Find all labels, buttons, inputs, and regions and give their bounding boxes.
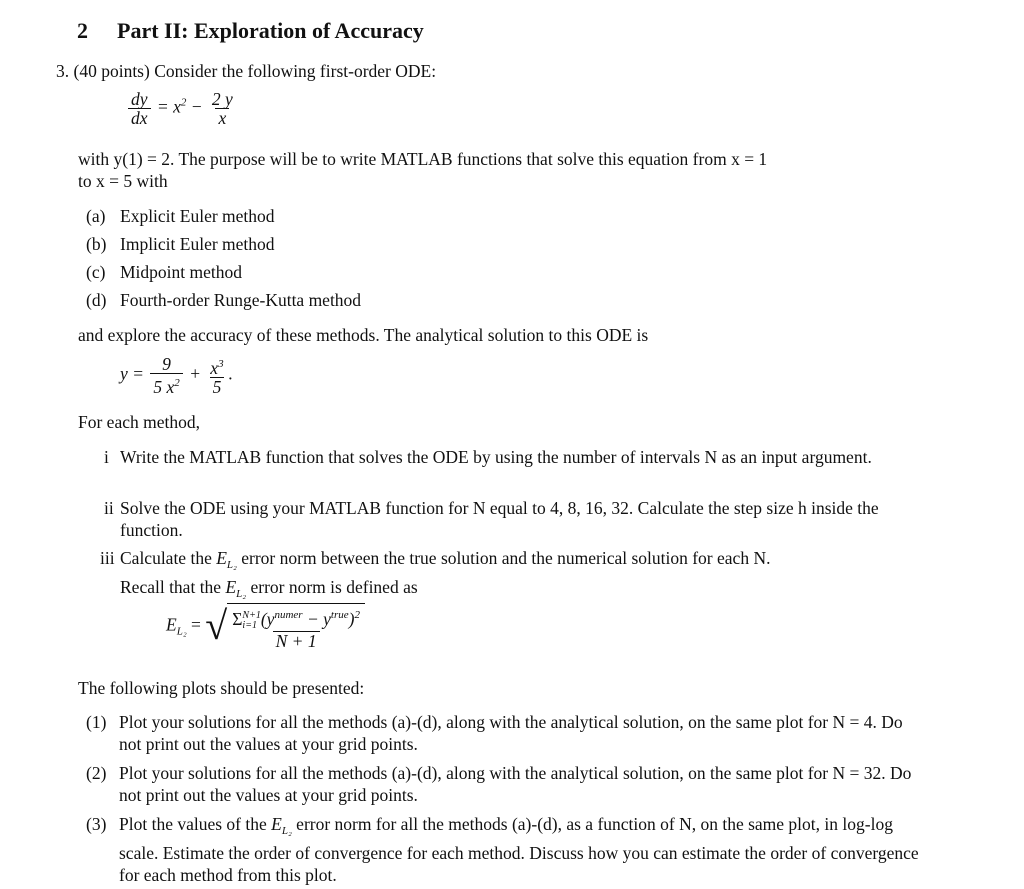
problem-intro-text: (40 points) Consider the following first-order ODE:	[73, 61, 437, 81]
plot-item: (1) Plot your solutions for all the methods (a)-(d), along with the analytical solution, on the same plot for N = 4. Do not print out the values at your grid points.	[86, 712, 903, 754]
for-each-method: For each method,	[78, 412, 200, 432]
solution-f2-exp: 3	[218, 358, 224, 370]
analytical-intro: and explore the accuracy of these methods. The analytical solution to this ODE is	[78, 325, 649, 345]
method-item: (b) Implicit Euler method	[86, 234, 275, 254]
ode-mid: = x	[156, 96, 181, 117]
plot-item: (3) Plot the values of the $E_{L_2}$ error norm for all the methods (a)-(d), as a function of N, on the same plot, in log-log scale. Estimate the order of convergence for each method. Discuss how you can estimate the order of convergence for each method from this plot.	[86, 814, 919, 885]
plot-item: (2) Plot your solutions for all the methods (a)-(d), along with the analytical solution, on the same plot for N = 32. Do not print out the values at your grid points.	[86, 763, 912, 805]
plots-intro: The following plots should be presented:	[78, 678, 365, 698]
step-item: i Write the MATLAB function that solves the ODE by using the number of intervals N as an input argument.	[104, 447, 872, 467]
section-heading	[77, 20, 424, 42]
ode-lhs-den: dx	[128, 108, 151, 127]
solution-end: .	[228, 363, 233, 384]
analytical-solution	[120, 355, 233, 396]
ode-rhs-den: x	[215, 108, 229, 127]
method-item: (d) Fourth-order Runge-Kutta method	[86, 290, 362, 310]
solution-plus: +	[189, 363, 201, 384]
condition-line-1: with y(1) = 2. The purpose will be to write MATLAB functions that solve this equation from x = 1	[78, 149, 768, 169]
method-item: (a) Explicit Euler method	[86, 206, 275, 226]
step-item: iii Calculate the $E_{L_2}$ error norm between the true solution and the numerical solution for each N. Recall that the $E_{L_2}$ error norm is defined as	[100, 548, 771, 600]
problem-label: 3.	[56, 61, 70, 81]
method-item: (c) Midpoint method	[86, 262, 243, 282]
solution-f2-den: 5	[210, 377, 225, 396]
solution-f2-num: x	[210, 358, 219, 378]
error-norm-formula: $E_{L_2}$ = √ Σ N+1 i=1 $(y^{numer} - y^{true})^2$ N + 1	[166, 603, 365, 650]
ode-minus: −	[190, 96, 203, 117]
ode-mid-exp: 2	[180, 96, 187, 109]
solution-lhs: y =	[120, 363, 144, 384]
ode-lhs-num: dy	[131, 89, 148, 109]
solution-f1-exp: 2	[174, 377, 180, 389]
solution-f1-num: 9	[162, 354, 171, 374]
section-title: Part II: Exploration of Accuracy	[117, 18, 424, 43]
step-item: ii Solve the ODE using your MATLAB function for N equal to 4, 8, 16, 32. Calculate the step size h inside the function.	[104, 498, 879, 540]
section-number: 2	[77, 18, 88, 43]
solution-f1-den: 5 x	[153, 377, 175, 397]
problem-intro	[56, 60, 436, 82]
ode-rhs-num: 2 y	[211, 89, 233, 109]
condition-line-2: to x = 5 with	[78, 171, 168, 191]
ode-equation	[126, 90, 238, 127]
